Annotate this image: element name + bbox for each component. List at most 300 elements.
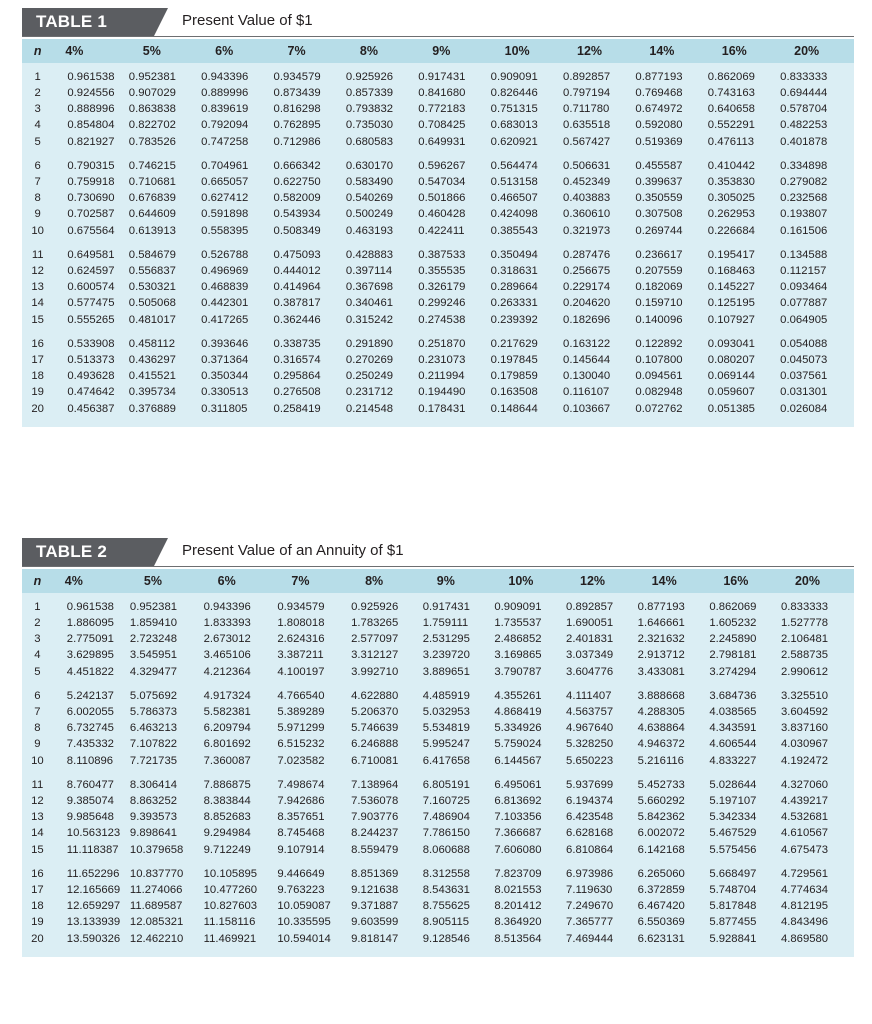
table-cell: 4.946372 (637, 738, 685, 751)
table-cell: 0.857339 (345, 87, 394, 99)
table-cell: 0.436297 (128, 354, 176, 367)
table-row (22, 688, 854, 704)
table-cell: 8.852683 (203, 811, 251, 824)
table-cell: 0.680583 (345, 135, 394, 148)
table-cell: 0.262953 (707, 208, 755, 221)
table-cell: 9.294984 (203, 827, 251, 840)
table-cell: 0.751315 (490, 103, 538, 116)
table-cell: 0.762895 (273, 119, 321, 132)
row-period: 19 (31, 386, 44, 399)
row-period: 8 (34, 722, 41, 735)
table-cell: 0.045073 (780, 354, 828, 367)
table-cell: 7.365777 (566, 916, 614, 929)
table-cell: 0.909091 (494, 600, 542, 613)
table-cell: 0.279082 (780, 176, 828, 189)
table-cell: 0.892857 (563, 70, 611, 83)
table-cell: 0.182069 (635, 281, 683, 294)
table-cell: 10.563123 (66, 827, 121, 840)
table-title-bar (22, 538, 854, 567)
table-cell: 0.140096 (635, 313, 683, 326)
table-cell: 7.469444 (566, 932, 614, 945)
row-period: 4 (34, 119, 41, 132)
row-period: 2 (34, 617, 41, 629)
table-cell: 5.334926 (494, 722, 542, 735)
row-period: 1 (34, 600, 41, 613)
table-cell: 0.833333 (780, 600, 829, 613)
table-row (22, 263, 854, 279)
table-cell: 3.790787 (494, 665, 542, 678)
table-cell: 0.624597 (67, 265, 115, 278)
column-header-rate: 6% (215, 44, 234, 58)
data-table (22, 569, 854, 947)
table-cell: 4.917324 (203, 689, 251, 702)
table-cell: 11.118387 (66, 843, 119, 856)
table-cell: 0.505068 (128, 297, 176, 310)
table-row (22, 247, 854, 263)
table-cell: 0.214548 (345, 402, 394, 415)
table-cell: 0.311805 (201, 402, 248, 415)
table-cell: 0.415521 (128, 370, 176, 383)
row-period: 19 (31, 916, 44, 929)
row-period: 3 (34, 633, 41, 646)
column-header-n: n (33, 44, 42, 58)
table-cell: 6.194374 (566, 795, 614, 808)
row-period: 8 (34, 192, 41, 205)
table-cell: 0.934579 (273, 70, 321, 83)
table-cell: 8.543631 (422, 884, 470, 897)
table-cell: 5.467529 (709, 827, 757, 840)
table-cell: 0.476113 (707, 135, 755, 148)
table-cell: 0.578704 (780, 103, 828, 116)
table-cell: 2.321632 (637, 633, 685, 646)
table-cell: 0.161506 (780, 224, 828, 237)
table-cell: 0.591898 (201, 208, 249, 221)
table-cell: 6.209794 (203, 722, 251, 735)
table-cell: 1.808018 (277, 617, 325, 629)
table-cell: 0.909091 (490, 70, 538, 83)
table-present-value-annuity (22, 538, 854, 957)
table-cell: 4.355261 (494, 689, 542, 702)
table-cell: 10.827603 (203, 900, 258, 913)
row-period: 6 (34, 689, 41, 702)
table-cell: 0.552291 (707, 119, 755, 132)
table-cell: 5.342334 (709, 811, 757, 824)
column-header-rate: 7% (287, 44, 306, 58)
table-row (22, 842, 854, 858)
row-period: 11 (31, 778, 44, 791)
table-cell: 10.105895 (203, 867, 258, 880)
table-cell: 0.468839 (201, 281, 249, 294)
table-cell: 0.496969 (201, 265, 249, 278)
table-cell: 0.772183 (418, 103, 466, 116)
table-cell: 0.759918 (67, 176, 115, 189)
table-cell: 2.798181 (709, 649, 757, 662)
table-cell: 0.387533 (418, 248, 466, 261)
table-cell: 0.877193 (637, 600, 685, 613)
table-cell: 0.627412 (201, 192, 249, 205)
table-cell: 7.360087 (203, 754, 251, 767)
table-cell: 0.232568 (780, 192, 828, 205)
table-cell: 0.236617 (635, 248, 683, 261)
row-period: 14 (31, 297, 44, 310)
table-cell: 1.783265 (351, 617, 399, 629)
table-cell: 2.775091 (66, 633, 114, 646)
table-cell: 6.246888 (351, 738, 399, 751)
table-cell: 0.622750 (273, 176, 321, 189)
table-cell: 7.249670 (566, 900, 614, 913)
table-cell: 6.002055 (66, 706, 114, 719)
table-cell: 7.435332 (66, 738, 114, 751)
table-row (22, 190, 854, 206)
table-cell: 9.385074 (66, 795, 114, 808)
table-cell: 0.295864 (273, 370, 321, 383)
row-period: 2 (34, 87, 41, 99)
table-cell: 0.666342 (273, 159, 321, 172)
table-row (22, 736, 854, 752)
table-cell: 8.312558 (422, 867, 470, 880)
table-cell: 9.121638 (351, 884, 399, 897)
table-cell: 0.077887 (780, 297, 828, 310)
table-cell: 1.759111 (422, 617, 469, 629)
table-cell: 0.730690 (67, 192, 115, 205)
table-cell: 0.826446 (490, 87, 538, 99)
row-period: 17 (31, 884, 44, 897)
table-cell: 8.745468 (277, 827, 325, 840)
table-cell: 0.475093 (273, 248, 321, 261)
table-cell: 4.833227 (709, 754, 757, 767)
table-cell: 4.729561 (780, 867, 829, 880)
table-cell: 0.676839 (128, 192, 176, 205)
table-cell: 0.299246 (418, 297, 466, 310)
table-cell: 0.822702 (128, 119, 176, 132)
table-cell: 0.892857 (566, 600, 614, 613)
table-cell: 0.556837 (128, 265, 176, 278)
table-cell: 5.660292 (637, 795, 685, 808)
table-cell: 11.469921 (203, 932, 257, 945)
row-period: 13 (31, 811, 44, 824)
table-title: Present Value of an Annuity of $1 (182, 542, 404, 559)
table-row (22, 914, 854, 930)
table-cell: 5.197107 (709, 795, 757, 808)
table-cell: 0.917431 (422, 600, 470, 613)
table-cell: 4.766540 (277, 689, 325, 702)
table-cell: 4.485919 (422, 689, 470, 702)
table-cell: 5.452733 (637, 778, 685, 791)
table-cell: 0.326179 (418, 281, 466, 294)
table-cell: 0.145644 (563, 354, 611, 367)
table-cell: 8.760477 (66, 778, 114, 791)
table-row (22, 101, 854, 117)
table-cell: 0.841680 (418, 87, 466, 99)
table-cell: 0.204620 (563, 297, 611, 310)
table-cell: 0.125195 (707, 297, 755, 310)
table-cell: 8.306414 (129, 778, 178, 791)
table-cell: 4.774634 (780, 884, 829, 897)
table-cell: 9.818147 (351, 932, 399, 945)
table-row (22, 777, 854, 793)
table-cell: 3.992710 (351, 665, 399, 678)
table-cell: 0.362446 (273, 313, 321, 326)
table-cell: 5.842362 (637, 811, 685, 824)
table-cell: 0.315242 (345, 313, 394, 326)
row-period: 16 (31, 867, 44, 880)
table-cell: 0.649931 (418, 135, 466, 148)
table-cell: 6.417658 (422, 754, 470, 767)
table-cell: 0.501866 (418, 192, 466, 205)
column-header-rate: 16% (721, 44, 747, 58)
table-cell: 0.350344 (201, 370, 249, 383)
table-cell: 0.334898 (780, 159, 828, 172)
table-present-value (22, 8, 854, 427)
table-cell: 3.629895 (66, 649, 114, 662)
table-cell: 8.244237 (351, 827, 399, 840)
table-cell: 0.649581 (67, 248, 115, 261)
table-cell: 9.763223 (277, 884, 325, 897)
table-cell: 0.600574 (67, 281, 115, 294)
table-cell: 3.325510 (780, 689, 829, 702)
table-row (22, 664, 854, 680)
table-cell: 0.059607 (707, 386, 755, 399)
table-cell: 5.748704 (709, 884, 757, 897)
table-cell: 5.650223 (566, 754, 614, 767)
table-cell: 0.519369 (635, 135, 683, 148)
column-header-rate: 6% (217, 574, 236, 588)
table-cell: 7.366687 (494, 827, 542, 840)
table-cell: 5.786373 (129, 706, 178, 719)
table-row (22, 631, 854, 647)
column-header-rate: 20% (794, 44, 820, 58)
table-cell: 3.433081 (637, 665, 685, 678)
table-cell: 0.452349 (563, 176, 611, 189)
table-cell: 0.054088 (780, 337, 828, 350)
table-cell: 0.455587 (635, 159, 683, 172)
table-cell: 0.683013 (490, 119, 538, 132)
table-cell: 8.863252 (129, 795, 178, 808)
table-cell: 0.873439 (273, 87, 321, 99)
table-cell: 8.383844 (203, 795, 251, 808)
table-tag: TABLE 2 (22, 538, 154, 566)
table-cell: 0.112157 (780, 265, 827, 278)
table-cell: 3.274294 (709, 665, 757, 678)
table-cell: 8.559479 (351, 843, 399, 856)
data-table (22, 39, 854, 417)
row-period: 17 (31, 354, 44, 367)
table-cell: 0.094561 (635, 370, 683, 383)
table-cell: 0.148644 (490, 402, 538, 415)
table-cell: 0.093464 (780, 281, 828, 294)
table-cell: 0.547034 (418, 176, 466, 189)
table-cell: 0.635518 (563, 119, 611, 132)
table-cell: 5.937699 (566, 778, 614, 791)
table-cell: 4.812195 (780, 900, 829, 913)
table-cell: 0.675564 (67, 224, 115, 237)
table-cell: 0.917431 (418, 70, 466, 83)
table-cell: 0.410442 (707, 159, 755, 172)
table-cell: 5.328250 (566, 738, 614, 751)
table-cell: 0.414964 (273, 281, 321, 294)
table-cell: 0.862069 (707, 70, 755, 83)
table-body-box (22, 39, 854, 427)
table-cell: 0.417265 (201, 313, 249, 326)
table-cell: 0.783526 (128, 135, 176, 148)
table-cell: 0.037561 (780, 370, 828, 383)
table-cell: 0.194490 (418, 386, 466, 399)
column-header-rate: 9% (436, 574, 455, 588)
table-row (22, 720, 854, 736)
table-cell: 5.746639 (351, 722, 399, 735)
table-cell: 0.460428 (418, 208, 466, 221)
table-cell: 10.837770 (129, 867, 184, 880)
column-header-rate: 7% (291, 574, 310, 588)
table-cell: 0.269744 (635, 224, 683, 237)
table-cell: 0.229174 (563, 281, 611, 294)
table-cell: 0.583490 (345, 176, 394, 189)
table-cell: 8.364920 (494, 916, 542, 929)
table-cell: 6.732745 (66, 722, 114, 735)
table-cell: 0.355535 (418, 265, 466, 278)
table-cell: 9.446649 (277, 867, 325, 880)
table-cell: 7.903776 (351, 811, 399, 824)
table-cell: 3.604592 (780, 706, 829, 719)
table-cell: 0.193807 (780, 208, 828, 221)
table-cell: 0.251870 (418, 337, 466, 350)
table-cell: 0.182696 (563, 313, 611, 326)
table-cell: 0.877193 (635, 70, 683, 83)
table-cell: 10.379658 (129, 843, 184, 856)
table-cell: 1.735537 (494, 617, 542, 629)
table-cell: 0.321973 (563, 224, 611, 237)
table-cell: 9.371887 (351, 900, 399, 913)
table-cell: 0.925926 (345, 70, 394, 83)
table-cell: 7.119630 (566, 884, 613, 897)
table-cell: 0.371364 (201, 354, 249, 367)
column-header-rate: 12% (577, 44, 603, 58)
table-cell: 7.498674 (277, 778, 325, 791)
table-row (22, 158, 854, 174)
table-cell: 0.422411 (418, 224, 465, 237)
table-cell: 6.973986 (566, 867, 614, 880)
table-cell: 7.786150 (422, 827, 470, 840)
table-cell: 0.644609 (128, 208, 176, 221)
table-cell: 5.817848 (709, 900, 757, 913)
table-cell: 9.128546 (422, 932, 470, 945)
table-row (22, 593, 854, 615)
column-header-rate: 4% (64, 574, 83, 588)
table-cell: 0.159710 (635, 297, 683, 310)
table-cell: 6.265060 (637, 867, 685, 880)
table-cell: 8.851369 (351, 867, 399, 880)
table-cell: 2.913712 (637, 649, 685, 662)
row-period: 11 (31, 248, 44, 261)
table-cell: 0.674972 (635, 103, 683, 116)
table-cell: 0.500249 (345, 208, 394, 221)
table-cell: 0.708425 (418, 119, 466, 132)
table-row (22, 401, 854, 417)
table-cell: 5.389289 (277, 706, 325, 719)
table-cell: 0.428883 (345, 248, 394, 261)
table-cell: 6.801692 (203, 738, 251, 751)
table-cell: 4.606544 (709, 738, 757, 751)
table-cell: 4.192472 (780, 754, 829, 767)
table-cell: 4.843496 (780, 916, 829, 929)
row-period: 7 (34, 176, 41, 189)
table-cell: 0.743163 (707, 87, 755, 99)
row-period: 10 (31, 224, 44, 237)
table-cell: 10.059087 (277, 900, 331, 913)
row-period: 12 (31, 795, 44, 808)
table-cell: 4.675473 (780, 843, 829, 856)
table-cell: 0.403883 (563, 192, 611, 205)
table-cell: 6.423548 (566, 811, 614, 824)
table-cell: 1.690051 (566, 617, 614, 629)
table-cell: 7.536078 (351, 795, 399, 808)
column-header-rate: 10% (508, 574, 534, 588)
table-cell: 0.226684 (707, 224, 755, 237)
table-cell: 0.442301 (201, 297, 249, 310)
table-cell: 0.711780 (563, 103, 610, 116)
table-cell: 0.130040 (563, 370, 611, 383)
header-row (22, 39, 854, 63)
table-cell: 0.401878 (780, 135, 828, 148)
table-cell: 12.462210 (129, 932, 184, 945)
table-cell: 6.144567 (494, 754, 542, 767)
table-cell: 0.367698 (345, 281, 394, 294)
table-cell: 3.387211 (277, 649, 324, 662)
table-cell: 6.550369 (637, 916, 685, 929)
table-cell: 0.620921 (490, 135, 538, 148)
table-cell: 0.596267 (418, 159, 466, 172)
table-cell: 0.792094 (201, 119, 249, 132)
table-cell: 2.588735 (780, 649, 829, 662)
table-cell: 0.564474 (490, 159, 538, 172)
table-row (22, 615, 854, 631)
table-cell: 9.393573 (129, 811, 178, 824)
row-period: 6 (34, 159, 41, 172)
column-header-rate: 16% (723, 574, 749, 588)
table-cell: 0.163122 (563, 337, 611, 350)
table-cell: 9.712249 (203, 843, 251, 856)
table-row (22, 931, 854, 947)
table-cell: 0.307508 (635, 208, 683, 221)
table-cell: 0.145227 (707, 281, 755, 294)
table-cell: 0.353830 (707, 176, 755, 189)
table-cell: 2.401831 (566, 633, 614, 646)
table-cell: 0.961538 (66, 600, 114, 613)
table-row (22, 295, 854, 311)
table-cell: 0.493628 (67, 370, 115, 383)
table-cell: 6.813692 (494, 795, 542, 808)
table-cell: 0.072762 (635, 402, 683, 415)
table-cell: 8.060688 (422, 843, 470, 856)
table-cell: 0.082948 (635, 386, 683, 399)
table-row (22, 898, 854, 914)
table-cell: 0.694444 (780, 87, 828, 99)
table-cell: 0.395734 (128, 386, 176, 399)
table-cell: 0.458112 (128, 337, 176, 350)
table-cell: 8.755625 (422, 900, 470, 913)
table-cell: 0.961538 (67, 70, 115, 83)
table-cell: 2.673012 (203, 633, 251, 646)
table-cell: 0.093041 (707, 337, 755, 350)
table-cell: 0.316574 (273, 354, 321, 367)
table-cell: 12.165669 (66, 884, 121, 897)
table-cell: 4.610567 (780, 827, 829, 840)
table-cell: 2.990612 (780, 665, 829, 678)
table-cell: 0.107927 (707, 313, 755, 326)
table-cell: 0.735030 (345, 119, 394, 132)
table-cell: 0.710681 (128, 176, 176, 189)
table-cell: 5.032953 (422, 706, 470, 719)
